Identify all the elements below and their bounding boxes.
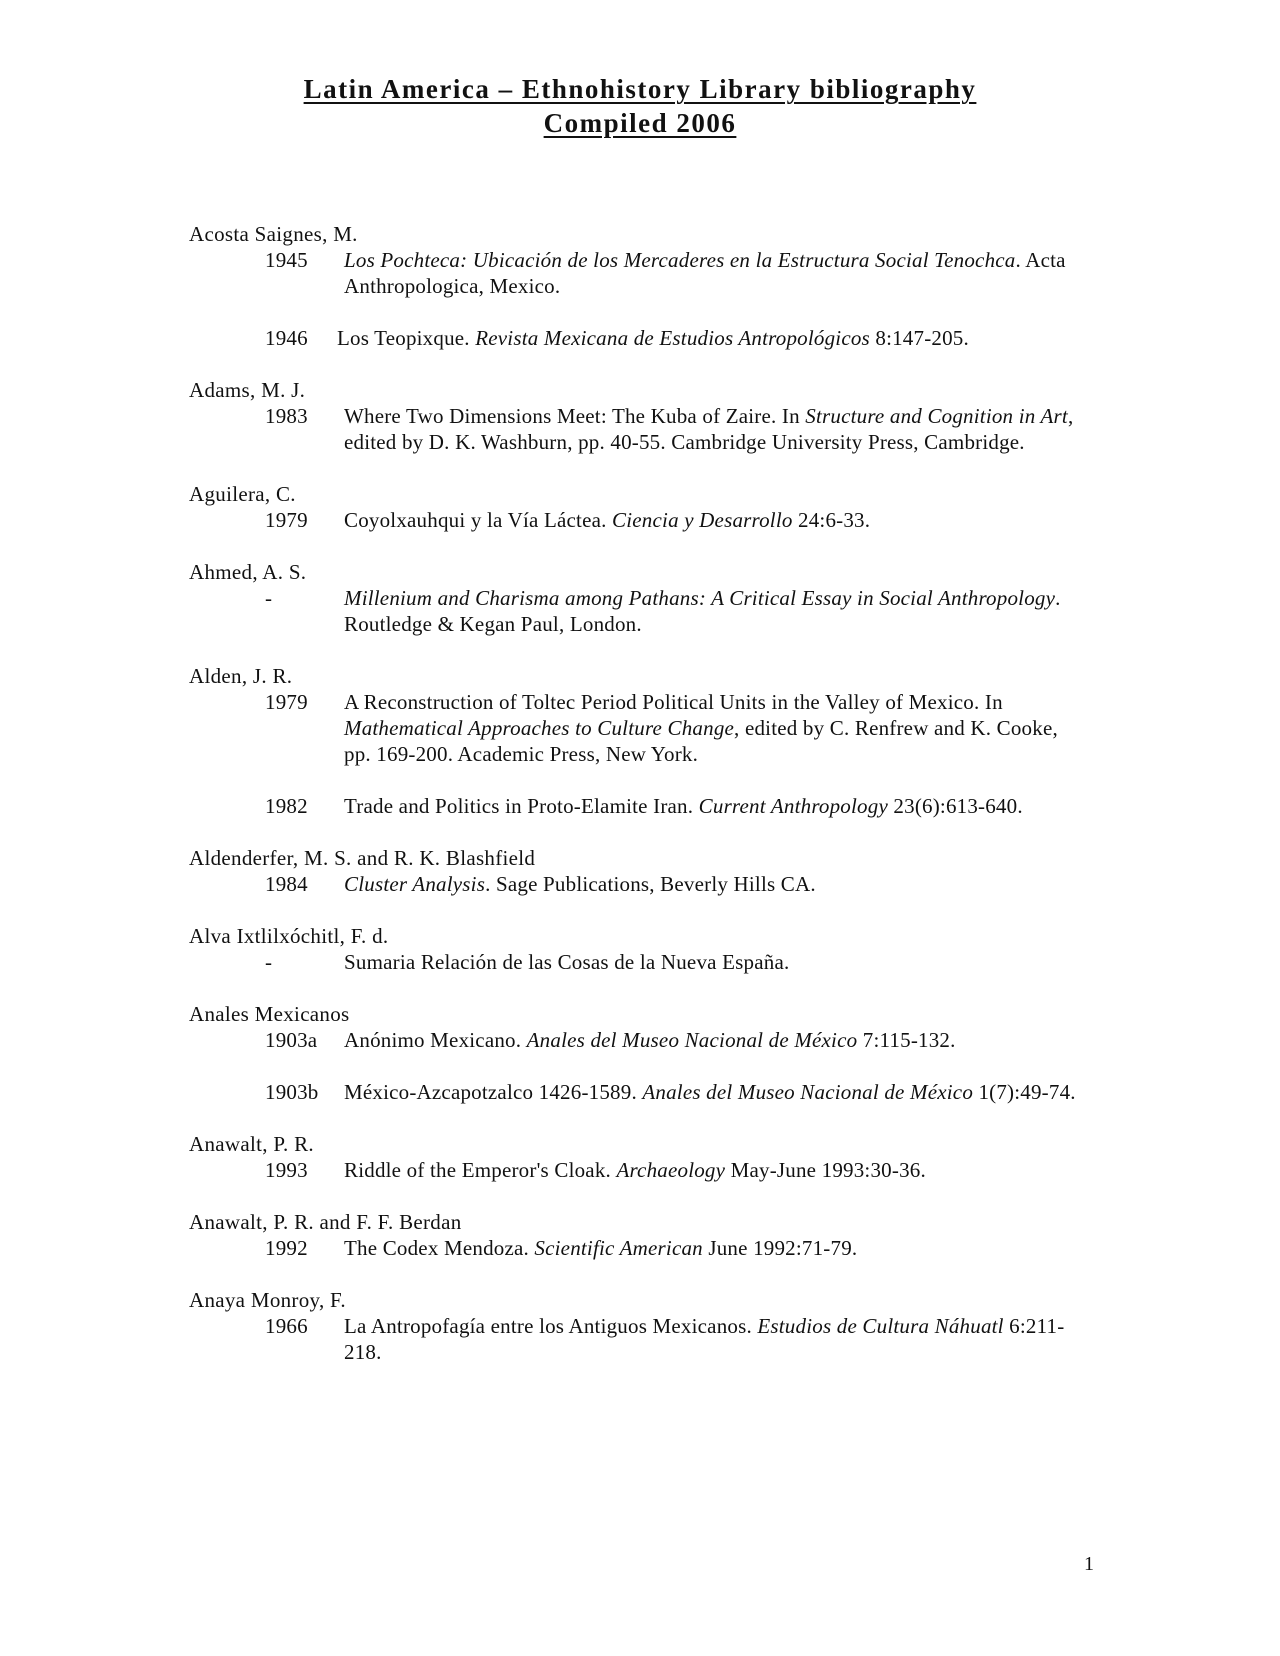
work-text: Trade and Politics in Proto-Elamite Iran. [344,794,699,818]
work-text: , edited by D. K. Washburn, pp. 40-55. Cambridge University Press, Cambridge. [344,404,1074,454]
work-text: The Codex Mendoza. [344,1236,535,1260]
work-text: A Reconstruction of Toltec Period Political Units in the Valley of Mexico. In [344,690,1003,714]
work-title-italic: Revista Mexicana de Estudios Antropológicos [475,326,870,350]
work-title-italic: Estudios de Cultura Náhuatl [757,1314,1004,1338]
entry-work [189,871,1089,897]
entry-work [189,507,1089,533]
entry-author: Alden, J. R. [189,664,293,688]
work-year: 1993 [265,1158,308,1182]
work-year: 1945 [265,248,308,272]
bibliography-entry [189,1131,1089,1183]
work-text: . Sage Publications, Beverly Hills CA. [485,872,816,896]
work-text: . Routledge & Kegan Paul, London. [344,586,1061,636]
bibliography-entry [189,845,1089,897]
entry-work [189,1235,1089,1261]
entry-author: Acosta Saignes, M. [189,222,358,246]
entry-work [189,247,1089,299]
work-text: 1(7):49-74. [973,1080,1076,1104]
work-title-italic: Cluster Analysis [344,872,486,896]
document-title: Latin America – Ethnohistory Library bibliography [303,74,977,104]
work-year: - [265,950,273,974]
entry-work [189,585,1089,637]
work-title-italic: Structure and Cognition in Art [805,404,1068,428]
bibliography-entry [189,221,1089,351]
entry-author: Alva Ixtlilxóchitl, F. d. [189,924,389,948]
work-text: 6:211-218. [344,1314,1065,1364]
entry-work [189,1079,1089,1105]
entry-work [189,1313,1089,1365]
work-title-italic: Millenium and Charisma among Pathans: A Critical Essay in Social Anthropology [344,586,1056,610]
work-title-italic: Current Anthropology [698,794,888,818]
entry-work [189,403,1089,455]
work-year: 1979 [265,690,308,714]
bibliography-entry [189,923,1089,975]
bibliography-entry [189,1001,1089,1105]
work-year: 1903b [265,1080,319,1104]
work-title-italic: Mathematical Approaches to Culture Change [344,716,735,740]
entry-author: Aldenderfer, M. S. and R. K. Blashfield [189,846,536,870]
work-title-italic: Los Pochteca: Ubicación de los Mercaderes en la Estructura Social Tenochca [344,248,1016,272]
entry-work [189,689,1089,767]
work-text: México-Azcapotzalco 1426-1589. [344,1080,643,1104]
work-text: Where Two Dimensions Meet: The Kuba of Zaire. In [344,404,806,428]
entry-author: Aguilera, C. [189,482,296,506]
work-text: 7:115-132. [857,1028,956,1052]
work-title-italic: Anales del Museo Nacional de México [526,1028,858,1052]
entry-author: Ahmed, A. S. [189,560,307,584]
work-text: Sumaria Relación de las Cosas de la Nueva España. [344,950,790,974]
work-text: Anónimo Mexicano. [344,1028,527,1052]
entry-author: Anales Mexicanos [189,1002,350,1026]
work-text: May-June 1993:30-36. [725,1158,926,1182]
bibliography-entry [189,377,1089,455]
work-text: Coyolxauhqui y la Vía Láctea. [344,508,613,532]
work-year: - [265,586,273,610]
work-year: 1982 [265,794,308,818]
work-text: Los Teopixque. [337,326,476,350]
work-text: 24:6-33. [792,508,871,532]
entry-author: Adams, M. J. [189,378,306,402]
bibliography-entry [189,1287,1089,1365]
work-text: La Antropofagía entre los Antiguos Mexicanos. [344,1314,758,1338]
bibliography-entry [189,1209,1089,1261]
work-text: , edited by C. Renfrew and K. Cooke, pp. 169-200. Academic Press, New York. [344,716,1058,766]
entry-work [189,949,1089,975]
work-year: 1983 [265,404,308,428]
bibliography-entry [189,559,1089,637]
work-text: 23(6):613-640. [887,794,1023,818]
entry-work [189,325,1089,351]
bibliography-entry [189,663,1089,819]
work-year: 1979 [265,508,308,532]
work-year: 1992 [265,1236,308,1260]
work-year: 1946 [265,326,308,350]
page-number: 1 [1084,1553,1094,1575]
entry-work [189,1157,1089,1183]
work-text: 8:147-205. [869,326,969,350]
work-year: 1903a [265,1028,318,1052]
work-text: . Acta Anthropologica, Mexico. [344,248,1066,298]
work-year: 1984 [265,872,308,896]
entry-work [189,1027,1089,1053]
work-text: June 1992:71-79. [702,1236,858,1260]
work-title-italic: Archaeology [616,1158,726,1182]
entry-work [189,793,1089,819]
bibliography-entry [189,481,1089,533]
entry-author: Anawalt, P. R. [189,1132,314,1156]
document-subtitle: Compiled 2006 [543,108,737,138]
entry-author: Anaya Monroy, F. [189,1288,346,1312]
work-text: Riddle of the Emperor's Cloak. [344,1158,617,1182]
entry-author: Anawalt, P. R. and F. F. Berdan [189,1210,462,1234]
bibliography-list [189,221,1089,1391]
work-title-italic: Ciencia y Desarrollo [612,508,793,532]
work-title-italic: Anales del Museo Nacional de México [642,1080,974,1104]
work-year: 1966 [265,1314,308,1338]
work-title-italic: Scientific American [534,1236,703,1260]
